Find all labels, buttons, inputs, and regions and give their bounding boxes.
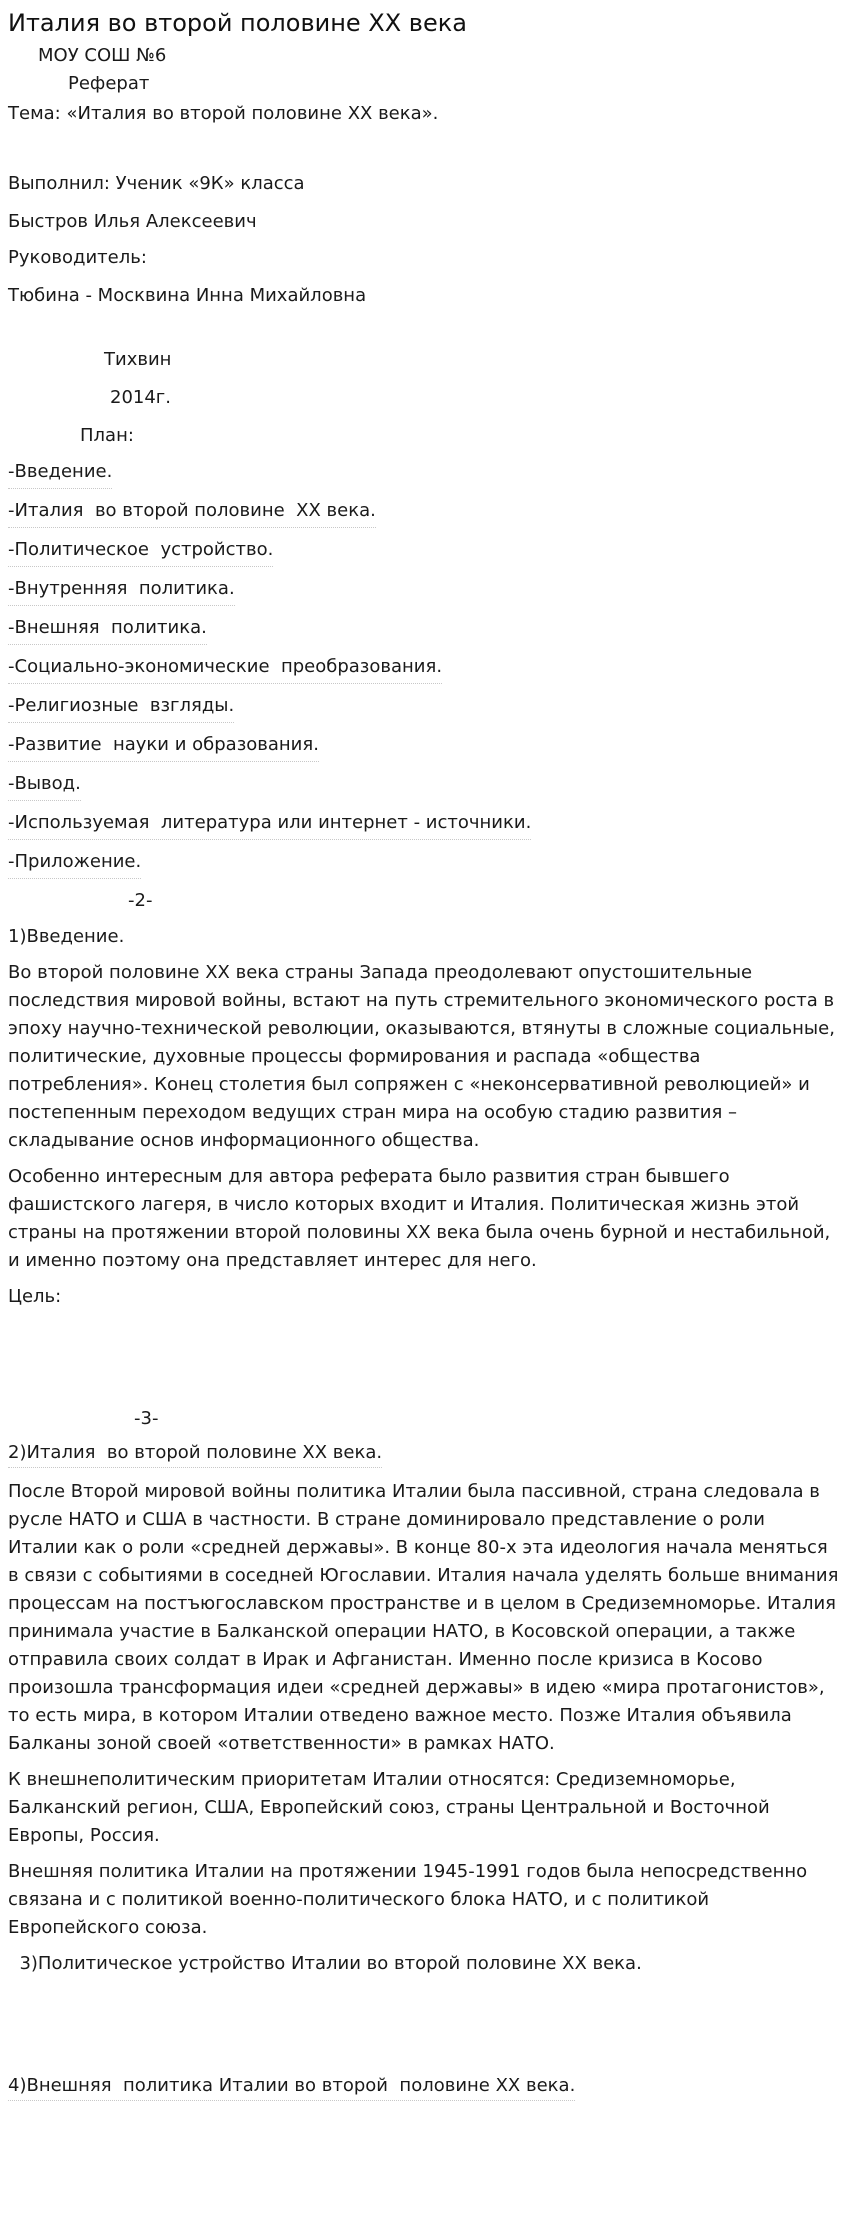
city: Тихвин bbox=[104, 349, 172, 370]
paragraph: Во второй половине XX века страны Запада преодолевают опустошительные последствия мировой войны, встают на путь стремительного экономического роста в эпоху научно-технической революции, оказываются, втянуты в сложные социальные, политические, духовные процессы формирования и распада «общества потребления». Конец столетия был сопряжен с «неконсервативной революцией» и постепенным переходом ведущих стран мира на особую стадию развития – складывание основ информационного общества. bbox=[8, 962, 835, 1151]
title-page-block bbox=[8, 42, 840, 452]
goal-label: Цель: bbox=[8, 1286, 62, 1307]
supervisor-name: Тюбина - Москвина Инна Михайловна bbox=[8, 285, 367, 306]
plan-item: -Внешняя политика. bbox=[8, 612, 207, 645]
year: 2014г. bbox=[110, 387, 171, 408]
plan-item: -Приложение. bbox=[8, 846, 141, 879]
page-number: -2- bbox=[128, 890, 153, 911]
page-title: Италия во второй половине XX века bbox=[8, 9, 467, 37]
document-page bbox=[8, 0, 840, 2101]
section-heading: 1)Введение. bbox=[8, 926, 125, 947]
plan-item: -Введение. bbox=[8, 456, 112, 489]
plan-item: -Италия во второй половине XX века. bbox=[8, 495, 376, 528]
page-number: -3- bbox=[134, 1408, 159, 1429]
section-italy-second-half bbox=[8, 1439, 840, 1942]
paragraph: К внешнеполитическим приоритетам Италии относятся: Средиземноморье, Балканский регион, США, Европейский союз, страны Центральной и Восточной Европы, Россия. bbox=[8, 1769, 770, 1846]
plan-label: План: bbox=[80, 425, 134, 446]
document-genre: Реферат bbox=[68, 73, 150, 94]
document-topic: Тема: «Италия во второй половине XX века». bbox=[8, 103, 439, 124]
plan-item: -Социально-экономические преобразования. bbox=[8, 651, 442, 684]
plan-item: -Внутренняя политика. bbox=[8, 573, 235, 606]
paragraph: Внешняя политика Италии на протяжении 1945-1991 годов была непосредственно связана и с политикой военно-политического блока НАТО, и с политикой Европейского союза. bbox=[8, 1861, 808, 1938]
section-heading: 3)Политическое устройство Италии во второй половине XX века. bbox=[8, 1953, 642, 1974]
supervisor-label: Руководитель: bbox=[8, 247, 147, 268]
school-name: МОУ СОШ №6 bbox=[38, 45, 167, 66]
paragraph: Особенно интересным для автора реферата было развития стран бывшего фашистского лагеря, в число которых входит и Италия. Политическая жизнь этой страны на протяжении второй половины XX века была очень бурной и нестабильной, и именно поэтому она представляет интерес для него. bbox=[8, 1166, 831, 1271]
section-heading: 4)Внешняя политика Италии во второй половине XX века. bbox=[8, 2072, 575, 2101]
plan-item: -Используемая литература или интернет - источники. bbox=[8, 807, 531, 840]
plan-item: -Развитие науки и образования. bbox=[8, 729, 319, 762]
author-label: Выполнил: Ученик «9К» класса bbox=[8, 173, 305, 194]
plan-item: -Религиозные взгляды. bbox=[8, 690, 234, 723]
paragraph: После Второй мировой войны политика Италии была пассивной, страна следовала в русле НАТО и США в частности. В стране доминировало представление о роли Италии как о роли «средней державы». В конце 80-х эта идеология начала меняться в связи с событиями в соседней Югославии. Италия начала уделять больше внимания процессам на постъюгославском пространстве и в целом в Средиземноморье. Италия принимала участие в Балканской операции НАТО, в Косовской операции, а также отправила своих солдат в Ирак и Афганистан. Именно после кризиса в Косово произошла трансформация идеи «средней державы» в идею «мира протагонистов», то есть мира, в котором Италии отведено важное место. Позже Италия объявила Балканы зоной своей «ответственности» в рамках НАТО. bbox=[8, 1481, 839, 1754]
author-name: Быстров Илья Алексеевич bbox=[8, 211, 257, 232]
plan-item: -Политическое устройство. bbox=[8, 534, 273, 567]
section-heading: 2)Италия во второй половине XX века. bbox=[8, 1439, 382, 1468]
plan-item: -Вывод. bbox=[8, 768, 81, 801]
section-introduction bbox=[8, 921, 840, 1311]
plan-list bbox=[8, 456, 840, 879]
